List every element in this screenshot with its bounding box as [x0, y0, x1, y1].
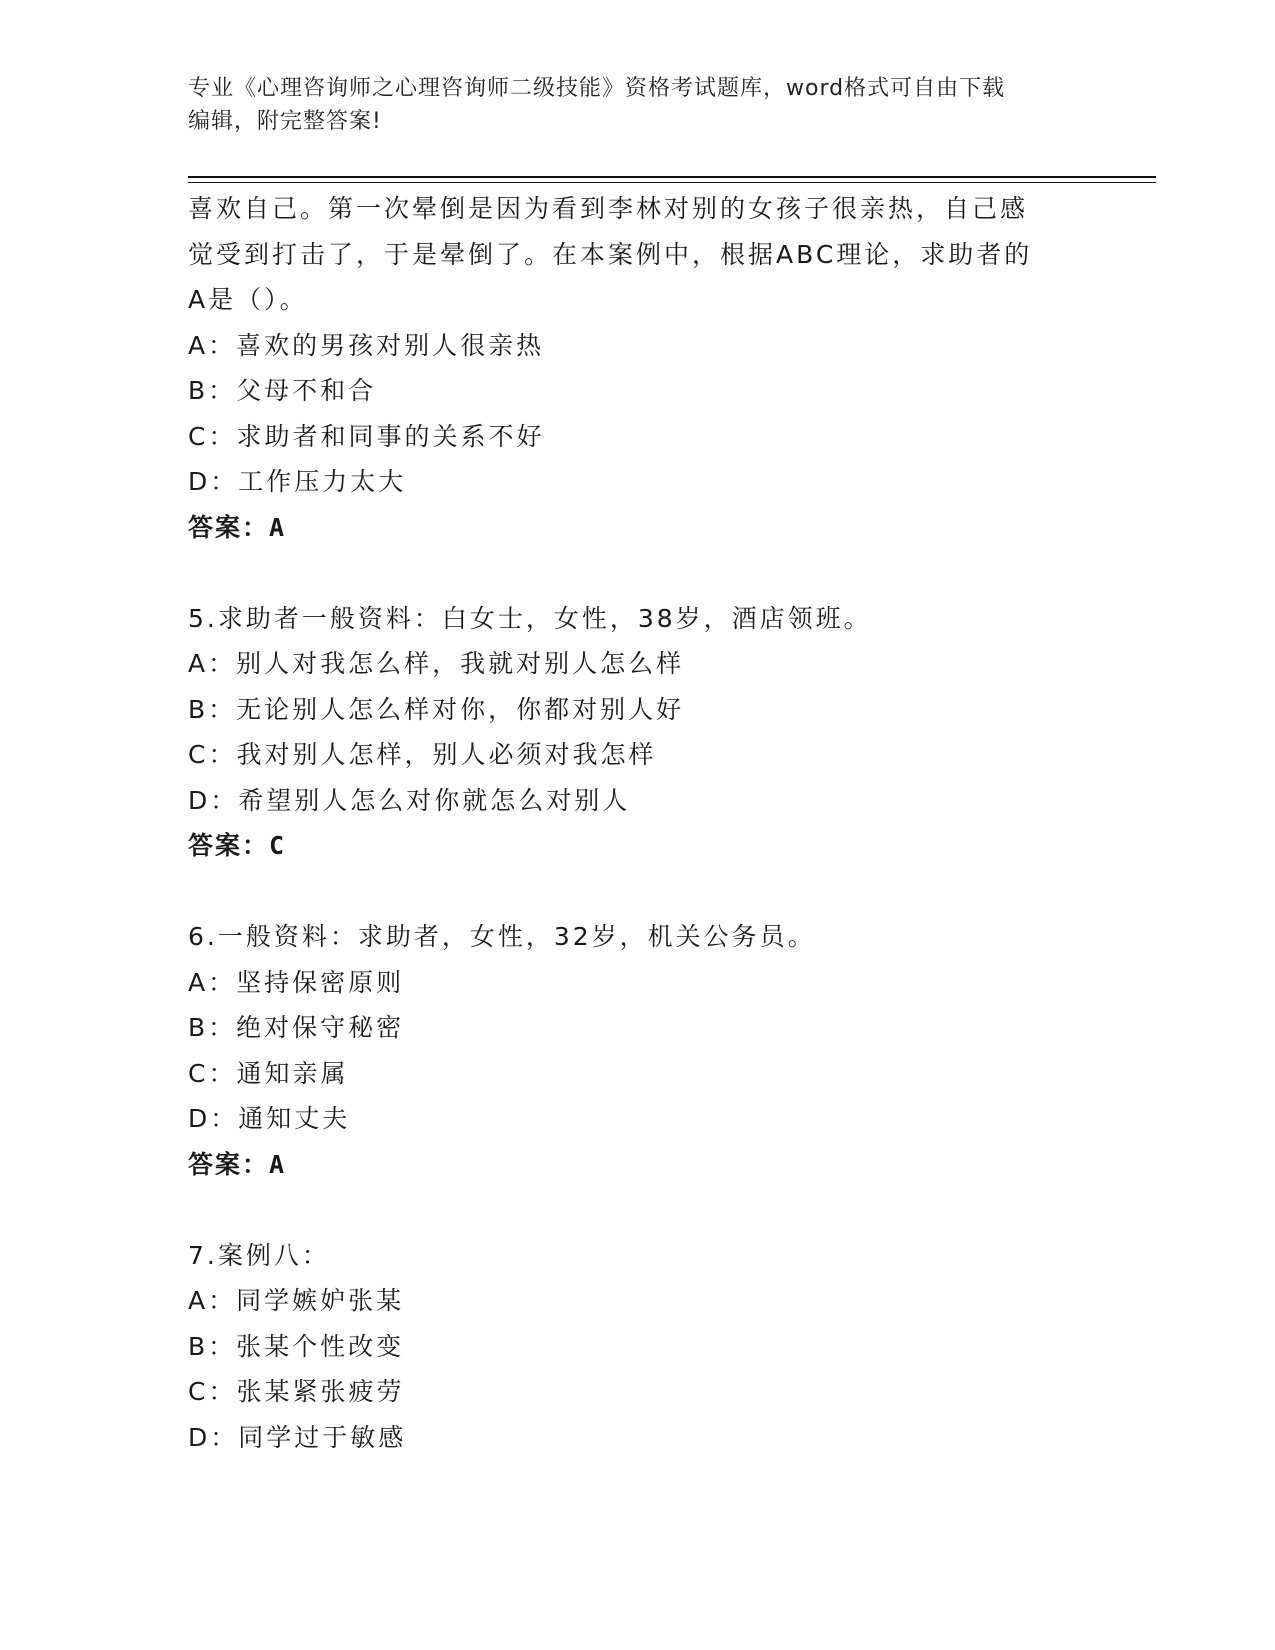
question-4-continued	[188, 186, 1088, 550]
answer-value: C	[269, 831, 287, 860]
option-c: C：求助者和同事的关系不好	[188, 421, 545, 451]
answer-line	[188, 505, 1088, 551]
option-c: C：通知亲属	[188, 1058, 349, 1088]
option-b: B：绝对保守秘密	[188, 1013, 405, 1042]
option-b: B：无论别人怎么样对你，你都对别人好	[188, 694, 685, 724]
option-a: A：喜欢的男孩对别人很亲热	[188, 330, 545, 360]
question-stem-line: 喜欢自己。第一次晕倒是因为看到李林对别的女孩子很亲热，自己感	[188, 194, 1029, 223]
question-stem: 6.一般资料：求助者，女性，32岁，机关公务员。	[188, 922, 816, 951]
spacer	[188, 550, 1088, 596]
answer-line	[188, 823, 1088, 869]
option-c: C：我对别人怎样，别人必须对我怎样	[188, 740, 657, 769]
question-stem-line: A是（）。	[188, 285, 308, 314]
option-a: A：坚持保密原则	[188, 967, 405, 997]
option-d: D：同学过于敏感	[188, 1422, 407, 1452]
option-a: A：同学嫉妒张某	[188, 1286, 405, 1315]
spacer	[188, 869, 1088, 915]
answer-label: 答案：	[188, 512, 270, 542]
question-5	[188, 596, 1088, 869]
spacer	[188, 1187, 1088, 1233]
question-stem-line: 觉受到打击了，于是晕倒了。在本案例中，根据ABC理论，求助者的	[188, 239, 1033, 269]
option-d: D：通知丈夫	[188, 1104, 351, 1133]
option-b: B：张某个性改变	[188, 1331, 405, 1361]
option-b: B：父母不和合	[188, 376, 377, 405]
document-header	[188, 72, 1088, 138]
header-line-1: 专业《心理咨询师之心理咨询师二级技能》资格考试题库，word格式可自由下载	[188, 76, 1006, 101]
option-d: D：希望别人怎么对你就怎么对别人	[188, 785, 631, 815]
option-c: C：张某紧张疲劳	[188, 1377, 405, 1406]
question-7	[188, 1233, 1088, 1461]
question-stem: 7.案例八：	[188, 1240, 330, 1270]
answer-value: A	[269, 1149, 287, 1179]
question-6	[188, 914, 1088, 1187]
header-divider-thick	[188, 176, 1156, 178]
question-stem: 5.求助者一般资料：白女士，女性，38岁，酒店领班。	[188, 603, 872, 633]
answer-value: A	[269, 512, 287, 542]
answer-label: 答案：	[188, 831, 270, 860]
header-divider-thin	[188, 182, 1156, 183]
header-line-2: 编辑，附完整答案!	[188, 109, 382, 134]
answer-label: 答案：	[188, 1149, 270, 1179]
answer-line	[188, 1142, 1088, 1188]
option-a: A：别人对我怎么样，我就对别人怎么样	[188, 649, 685, 678]
option-d: D：工作压力太大	[188, 467, 407, 496]
question-content	[188, 186, 1088, 1460]
